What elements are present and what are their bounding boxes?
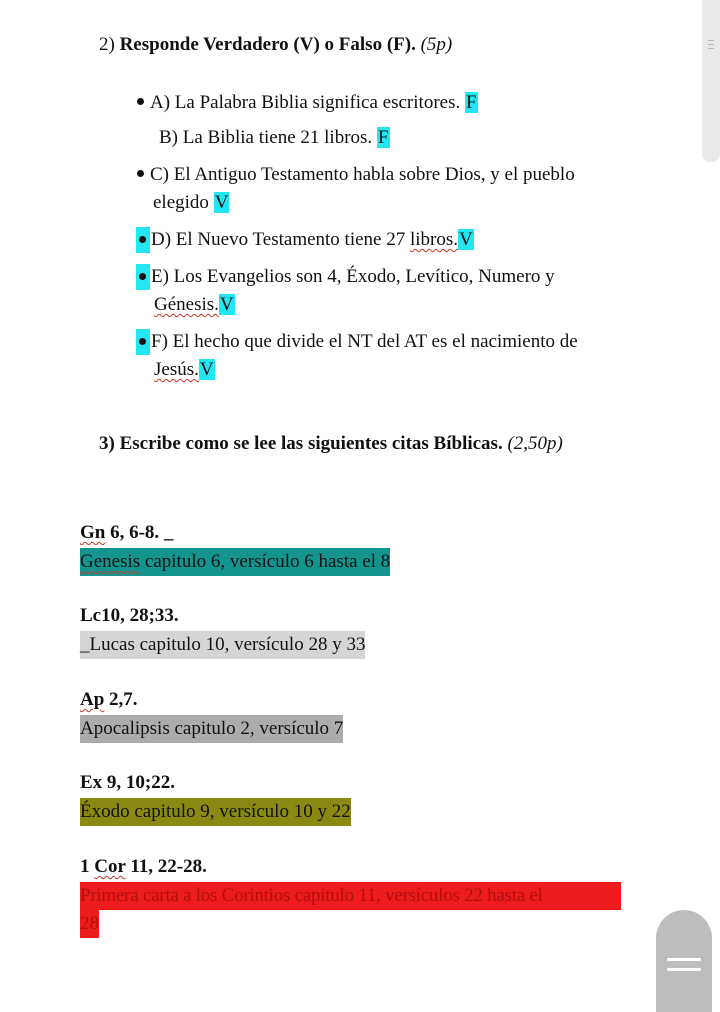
section-2-title — [99, 34, 452, 56]
item-c-line2: elegido — [153, 192, 214, 213]
item-e-answer: V — [219, 294, 234, 315]
item-f-misspelled: Jesús. — [154, 359, 199, 380]
item-f-line1: F) El hecho que divide el NT del AT es el nacimiento de — [151, 331, 578, 352]
section-3-number: 3) — [99, 433, 115, 454]
citation-answer-text: capitulo 6, versículo 6 hasta el 8 — [140, 551, 391, 572]
list-item-b — [159, 124, 390, 152]
menu-icon — [667, 958, 701, 961]
section-2-points: (5p) — [420, 34, 453, 55]
item-a-answer: F — [465, 92, 477, 113]
citation-ref-number: 1 — [80, 856, 95, 877]
list-item-a — [137, 89, 478, 117]
section-2-number: 2) — [99, 34, 115, 55]
citation-ref — [80, 522, 173, 544]
item-c-answer: V — [214, 192, 229, 213]
citation-answer-continued: 28 — [80, 910, 99, 938]
bullet-icon — [136, 264, 150, 290]
section-3-points: (2,50p) — [507, 433, 563, 454]
bullet-icon — [136, 329, 150, 355]
citation-ref-verses: 6, 6-8. _ — [105, 522, 174, 543]
item-c-line1: C) El Antiguo Testamento habla sobre Dios, y el pueblo — [150, 164, 575, 185]
citation-ref-book: Gn — [80, 522, 106, 543]
section-3-heading: Escribe como se lee las siguientes citas Bíblicas. — [119, 433, 503, 454]
item-d-answer: V — [459, 229, 473, 250]
section-2-heading: Responde Verdadero (V) o Falso (F). — [119, 34, 416, 55]
item-f-answer: V — [199, 359, 214, 380]
citation-answer: Primera carta a los Corintios capitulo 11, versículos 22 hasta el — [80, 882, 621, 910]
menu-icon — [667, 968, 701, 971]
item-e-line1: E) Los Evangelios son 4, Éxodo, Levítico, Numero y — [151, 266, 555, 287]
citation-answer: _Lucas capitulo 10, versículo 28 y 33 — [80, 631, 365, 659]
item-b-text: B) La Biblia tiene 21 libros. — [159, 127, 377, 148]
citation-answer-book: Genesis — [80, 551, 141, 572]
list-item-d — [136, 226, 474, 254]
citation-ref: Ex 9, 10;22. — [80, 772, 175, 793]
citation-ref — [80, 856, 207, 878]
scroll-grip-icon — [708, 40, 714, 50]
bullet-icon — [136, 227, 150, 253]
menu-button[interactable] — [656, 910, 712, 1012]
citation-answer — [80, 548, 390, 576]
scrollbar[interactable] — [702, 0, 720, 162]
citation-answer: Éxodo capitulo 9, versículo 10 y 22 — [80, 798, 351, 826]
citation-answer: Apocalipsis capitulo 2, versículo 7 — [80, 715, 343, 743]
item-d-misspelled: libros. — [409, 229, 459, 250]
list-item-f — [136, 328, 578, 384]
list-item-c — [137, 161, 575, 217]
citation-ref: Lc10, 28;33. — [80, 605, 179, 626]
list-item-e — [136, 263, 555, 319]
citation-ref-book: Ap — [80, 689, 105, 710]
section-3-title — [99, 433, 563, 455]
item-e-misspelled: Génesis. — [154, 294, 219, 315]
citation-ref-verses: 11, 22-28. — [125, 856, 207, 877]
citation-ref — [80, 689, 138, 711]
item-b-answer: F — [377, 127, 389, 148]
bullet-icon — [137, 98, 144, 105]
citation-ref-book: Cor — [94, 856, 126, 877]
bullet-icon — [137, 170, 144, 177]
citation-ref-verses: 2,7. — [104, 689, 138, 710]
item-a-text: A) La Palabra Biblia significa escritores. — [150, 92, 465, 113]
item-d-text: D) El Nuevo Testamento tiene 27 — [151, 229, 410, 250]
